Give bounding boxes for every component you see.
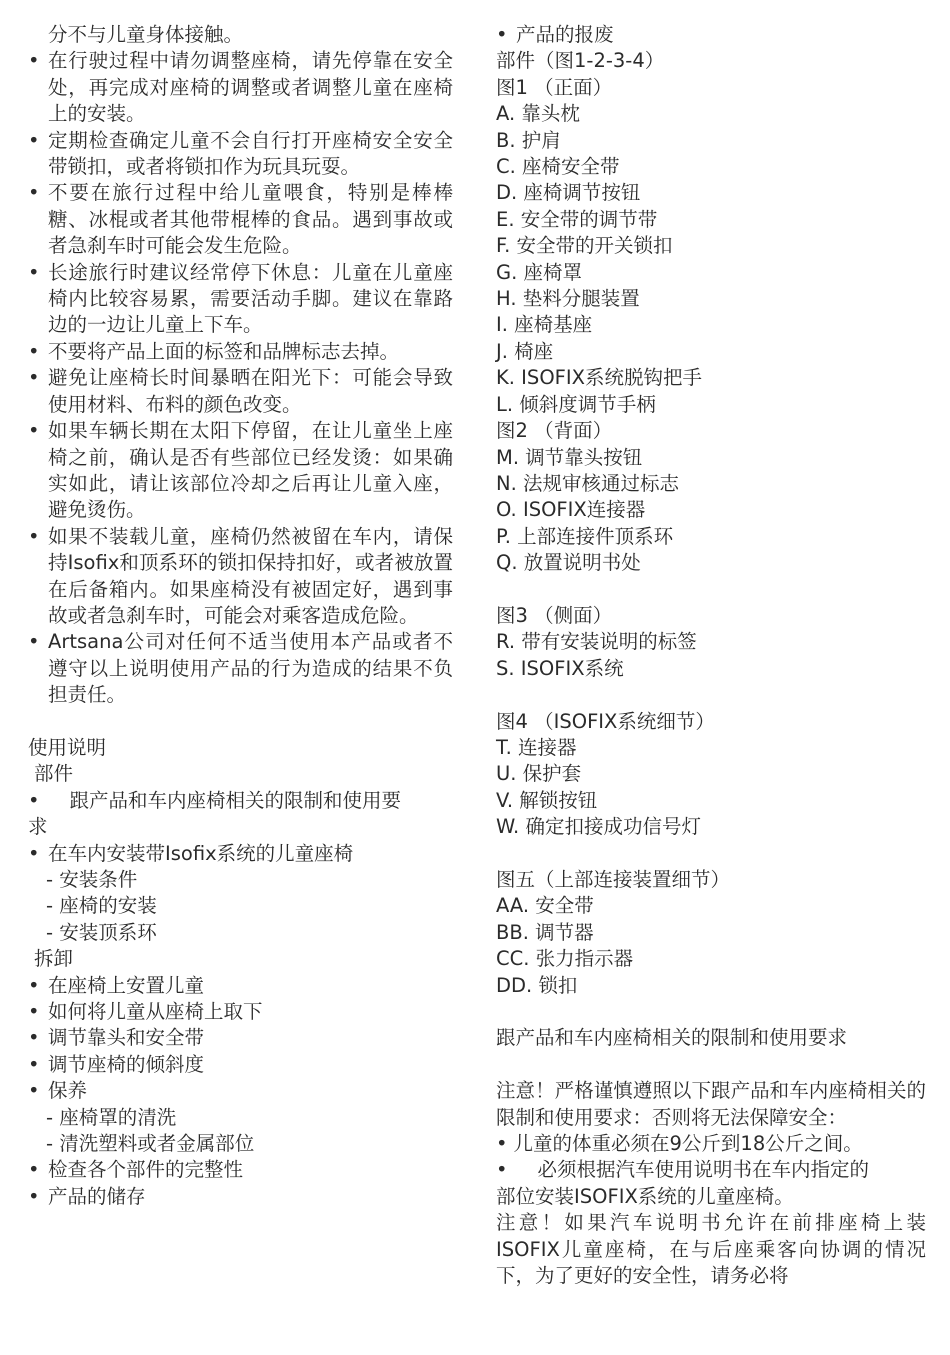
- toc-install-sub-1: - 安装条件: [46, 867, 138, 891]
- toc-item-maintenance: • 保养: [28, 1078, 453, 1104]
- part-item: AA. 安全带: [496, 894, 594, 918]
- spacer: [496, 999, 926, 1025]
- toc-maintenance-sub-2: - 清洗塑料或者金属部位: [46, 1132, 255, 1156]
- safety-bullet-4: • 长途旅行时建议经常停下休息：儿童在儿童座椅内比较容易累，需要活动手脚。建议在靠路边的一边让儿童上下车。: [28, 260, 453, 339]
- part-item: U. 保护套: [496, 762, 582, 786]
- warning-paragraph: 注意！严格谨慎遵照以下跟产品和车内座椅相关的限制和使用要求：否则将无法保障安全：: [496, 1079, 926, 1129]
- bullet-isofix-line2: 部位安装ISOFIX系统的儿童座椅。: [496, 1184, 794, 1208]
- part-item: B. 护肩: [496, 128, 561, 152]
- restrictions-heading: 跟产品和车内座椅相关的限制和使用要求: [496, 1026, 848, 1050]
- toc-item-remove-child: • 如何将儿童从座椅上取下: [28, 999, 453, 1025]
- part-item: G. 座椅罩: [496, 260, 583, 284]
- toc-maintenance-sub-1: - 座椅罩的清洗: [46, 1105, 177, 1129]
- toc-item-adjust-recline: • 调节座椅的倾斜度: [28, 1052, 453, 1078]
- part-item: O. ISOFIX连接器: [496, 498, 646, 522]
- note-paragraph: 注意！如果汽车说明书允许在前排座椅上装ISOFIX儿童座椅，在与后座乘客向协调的情况下，为了更好的安全性，请务必将: [496, 1211, 926, 1288]
- bullet-glyph: •: [28, 788, 40, 812]
- fig2-heading: 图2 （背面）: [496, 419, 613, 443]
- part-item: E. 安全带的调节带: [496, 207, 658, 231]
- part-item: L. 倾斜度调节手柄: [496, 392, 656, 416]
- toc-install-sub-2: - 座椅的安装: [46, 894, 157, 918]
- fig1-heading: 图1 （正面）: [496, 75, 613, 99]
- part-item: W. 确定扣接成功信号灯: [496, 815, 701, 839]
- toc-item-install: • 在车内安装带Isofix系统的儿童座椅: [28, 841, 453, 867]
- spacer: [496, 841, 926, 867]
- spacer: [496, 577, 926, 603]
- bullet-isofix: [496, 1157, 926, 1183]
- bullet-weight-text: 儿童的体重必须在9公斤到18公斤之间。: [513, 1131, 863, 1155]
- part-item: A. 靠头枕: [496, 102, 580, 126]
- fig4-heading: 图4 （ISOFIX系统细节）: [496, 709, 715, 733]
- bullet-glyph: •: [496, 1158, 508, 1182]
- fig5-heading: 图五（上部连接装置细节）: [496, 867, 731, 891]
- toc-install-sub-3: - 安装顶系环: [46, 920, 157, 944]
- part-item: I. 座椅基座: [496, 313, 593, 337]
- part-item: C. 座椅安全带: [496, 155, 620, 179]
- toc-item-disposal: • 产品的报废: [496, 22, 926, 48]
- part-item: S. ISOFIX系统: [496, 656, 624, 680]
- right-column: [496, 22, 926, 1289]
- part-item: N. 法规审核通过标志: [496, 471, 679, 495]
- part-item: F. 安全带的开关锁扣: [496, 234, 673, 258]
- safety-bullet-6: • 避免让座椅长时间暴晒在阳光下：可能会导致使用材料、布料的颜色改变。: [28, 365, 453, 418]
- part-item: BB. 调节器: [496, 920, 594, 944]
- continuation-text: 分不与儿童身体接触。: [48, 23, 244, 46]
- bullet-glyph: •: [496, 1131, 508, 1155]
- part-item: R. 带有安装说明的标签: [496, 630, 697, 654]
- part-item: J. 椅座: [496, 339, 554, 363]
- safety-bullet-5: • 不要将产品上面的标签和品牌标志去掉。: [28, 339, 453, 365]
- safety-bullet-7: • 如果车辆长期在太阳下停留，在让儿童坐上座椅之前，确认是否有些部位已经发烫：如果确实如此，请让该部位冷却之后再让儿童入座，避免烫伤。: [28, 418, 453, 524]
- toc-item-restrictions: [28, 788, 453, 814]
- spacer: [28, 709, 453, 735]
- safety-bullet-1: • 在行驶过程中请勿调整座椅，请先停靠在安全处，再完成对座椅的调整或者调整儿童在座椅上的安装。: [28, 48, 453, 127]
- toc-item-seat-child: • 在座椅上安置儿童: [28, 973, 453, 999]
- part-item: CC. 张力指示器: [496, 947, 634, 971]
- toc-restrictions-line1: 跟产品和车内座椅相关的限制和使用要: [69, 788, 402, 812]
- spacer: [496, 1052, 926, 1078]
- toc-title: 使用说明: [28, 735, 107, 759]
- part-item: DD. 锁扣: [496, 973, 578, 997]
- bullet-weight: [496, 1131, 926, 1157]
- toc-parts: 部件: [34, 762, 74, 786]
- toc-removal: 拆卸: [34, 947, 74, 971]
- part-item: Q. 放置说明书处: [496, 551, 641, 575]
- safety-bullet-9: • Artsana公司对任何不适当使用本产品或者不遵守以上说明使用产品的行为造成的结果不负担责任。: [28, 629, 453, 708]
- safety-bullet-8: • 如果不装载儿童，座椅仍然被留在车内，请保持Isofix和顶系环的锁扣保持扣好，或者被放置在后备箱内。如果座椅没有被固定好，遇到事故或者急刹车时，可能会对乘客造成危险。: [28, 524, 453, 630]
- spacer: [496, 682, 926, 708]
- fig3-heading: 图3 （侧面）: [496, 603, 613, 627]
- part-item: K. ISOFIX系统脱钩把手: [496, 366, 702, 390]
- part-item: H. 垫料分腿装置: [496, 287, 640, 311]
- part-item: M. 调节靠头按钮: [496, 445, 643, 469]
- part-item: D. 座椅调节按钮: [496, 181, 641, 205]
- safety-bullet-3: • 不要在旅行过程中给儿童喂食，特别是棒棒糖、冰棍或者其他带棍棒的食品。遇到事故或者急刹车时可能会发生危险。: [28, 180, 453, 259]
- toc-restrictions-line2: 求: [28, 815, 48, 839]
- part-item: T. 连接器: [496, 735, 577, 759]
- safety-bullet-2: • 定期检查确定儿童不会自行打开座椅安全安全带锁扣，或者将锁扣作为玩具玩耍。: [28, 128, 453, 181]
- toc-item-adjust-headrest: • 调节靠头和安全带: [28, 1025, 453, 1051]
- parts-heading: 部件（图1-2-3-4）: [496, 49, 665, 73]
- part-item: V. 解锁按钮: [496, 788, 598, 812]
- toc-item-storage: • 产品的储存: [28, 1184, 453, 1210]
- part-item: P. 上部连接件顶系环: [496, 524, 674, 548]
- left-column: [28, 22, 453, 1210]
- bullet-isofix-line1: 必须根据汽车使用说明书在车内指定的: [537, 1158, 870, 1182]
- toc-item-check-parts: • 检查各个部件的完整性: [28, 1157, 453, 1183]
